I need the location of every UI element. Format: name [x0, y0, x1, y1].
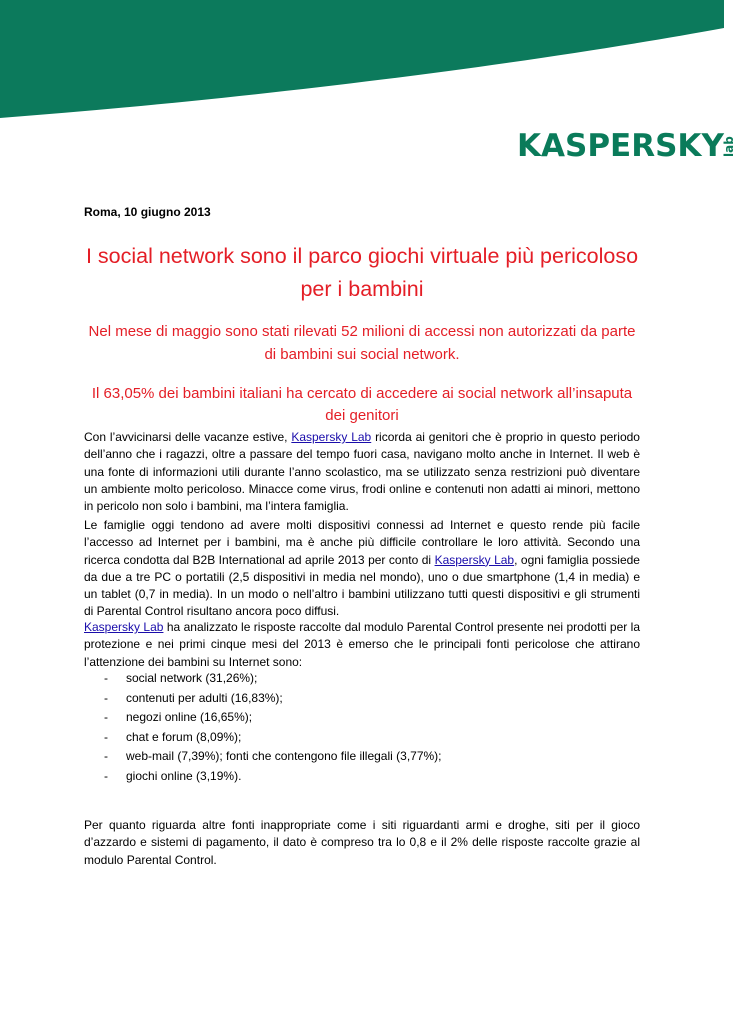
- bullet-dash: -: [104, 710, 108, 724]
- bullet-dash: -: [104, 690, 108, 705]
- threat-sources-list: [84, 669, 640, 786]
- header-banner: [0, 0, 724, 120]
- list-item-text: social network (31,26%);: [126, 671, 258, 685]
- document-subtitle: Nel mese di maggio sono stati rilevati 52 milioni di accessi non autorizzati da parte di bambini sui social network.: [88, 323, 636, 363]
- document-subtitle-2: Il 63,05% dei bambini italiani ha cercato di accedere ai social network all’insaputa dei genitori: [91, 385, 633, 424]
- paragraph-2-text: , ogni famiglia possiede da due a tre PC o portatili (2,5 dispositivi in media nel mondo), uno o due smartphone (1,4 in media) e un tablet (0,7 in media). In un modo o nell’altro i bambini utilizzano tutti questi dispositivi e gli strumenti di Parental Control risultano ancora poco diffusi.: [84, 552, 640, 619]
- document-title: I social network sono il parco giochi virtuale più pericoloso per i bambini: [85, 244, 639, 301]
- kaspersky-lab-link[interactable]: Kaspersky Lab: [291, 430, 372, 444]
- list-item-text: web-mail (7,39%); fonti che contengono file illegali (3,77%);: [126, 749, 442, 763]
- kaspersky-logo: [517, 128, 745, 164]
- list-item: [84, 689, 640, 709]
- bullet-dash: -: [104, 671, 108, 685]
- list-item-text: contenuti per adulti (16,83%);: [126, 690, 283, 705]
- list-item: [84, 767, 640, 787]
- bullet-dash: -: [104, 749, 108, 763]
- list-item: [84, 708, 640, 728]
- kaspersky-lab-link[interactable]: Kaspersky Lab: [434, 552, 515, 567]
- list-item: [84, 669, 640, 689]
- list-item: [84, 728, 640, 748]
- list-item-text: giochi online (3,19%).: [126, 768, 242, 783]
- kaspersky-lab-link[interactable]: Kaspersky Lab: [84, 620, 164, 634]
- paragraph-1: [84, 429, 640, 515]
- logo-text: KASPERSKY: [517, 128, 724, 164]
- paragraph-2-intro: Le famiglie oggi tendono ad avere molti dispositivi connessi ad Internet e questo rende più facile l’accesso ad Internet per i bambini, ma è anche più difficile controllare le loro attività. Secondo una ricerca condotta dal B2B International ad aprile 2013 per conto di: [84, 518, 640, 567]
- paragraph-1-intro: Con l’avvicinarsi delle vacanze estive,: [84, 430, 292, 444]
- paragraph-3-text: ha analizzato le risposte raccolte dal modulo Parental Control presente nei prodotti per la protezione e nei primi cinque mesi del 2013 è emerso che le principali fonti pericolose che attirano l’attenzione dei bambini su Internet sono:: [84, 620, 640, 669]
- list-item: [84, 747, 640, 767]
- paragraph-2: [84, 517, 640, 621]
- list-item-text: chat e forum (8,09%);: [126, 729, 242, 744]
- list-item-text: negozi online (16,65%);: [126, 710, 253, 724]
- document-date: Roma, 10 giugno 2013: [84, 205, 211, 219]
- logo-sub: lab: [721, 136, 736, 157]
- bullet-dash: -: [104, 729, 108, 744]
- paragraph-1-text: ricorda ai genitori che è proprio in questo periodo dell’anno che i ragazzi, oltre a passare del tempo fuori casa, navigano molto anche in Internet. Il web è una fonte di informazioni utili durante l’anno scolastico, ma se utilizzato senza restrizioni può diventare un ambiente molto pericoloso. Minacce come virus, frodi online e contenuti non adatti ai minori, mettono in pericolo non solo i bambini, ma l’intera famiglia.: [84, 430, 640, 514]
- paragraph-4: Per quanto riguarda altre fonti inappropriate come i siti riguardanti armi e droghe, siti per il gioco d’azzardo e sistemi di pagamento, il dato è compreso tra lo 0,8 e il 2% delle risposte raccolte grazie al modulo Parental Control.: [84, 818, 640, 867]
- bullet-dash: -: [104, 768, 108, 783]
- paragraph-3: [84, 619, 640, 671]
